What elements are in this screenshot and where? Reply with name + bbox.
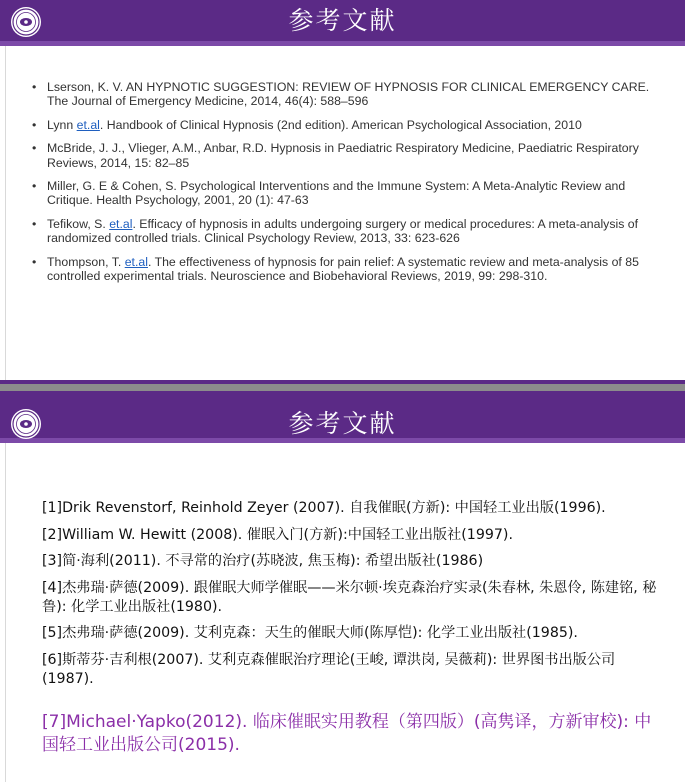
- slide-header: [0, 391, 685, 443]
- slide-references-chinese: [0, 391, 685, 782]
- reference-item: [1]Drik Revenstorf, Reinhold Zeyer (2007). 自我催眠(方新): 中国轻工业出版(1996).: [42, 500, 606, 516]
- highlighted-reference: [7]Michael·Yapko(2012). 临床催眠实用教程（第四版）(高隽译，方新审校): 中国轻工业出版公司(2015).: [42, 711, 652, 755]
- page-title: 参考文献: [288, 6, 397, 35]
- reference-item: • McBride, J. J., Vlieger, A.M., Anbar, R.D. Hypnosis in Paediatric Respiratory Medicine, Paediatric Respiratory Reviews, 2014, 15: 82–85: [32, 141, 639, 170]
- reference-item: [6]斯蒂芬·吉利根(2007). 艾利克森催眠治疗理论(王峻, 谭洪岗, 吴薇莉): 世界图书出版公司(1987).: [42, 651, 616, 687]
- reference-list: [42, 499, 662, 764]
- reference-item: [3]简·海利(2011). 不寻常的治疗(苏晓波, 焦玉梅): 希望出版社(1986): [42, 553, 484, 569]
- etal-link[interactable]: et.al: [124, 254, 148, 269]
- reference-item: • Lynn et.al. Handbook of Clinical Hypnosis (2nd edition). American Psychological Association, 2010: [32, 117, 582, 132]
- slide-references-english: [0, 0, 685, 380]
- page-title: 参考文献: [288, 409, 397, 438]
- left-border: [5, 443, 6, 782]
- slide-gap: [0, 384, 685, 391]
- reference-item: [2]William W. Hewitt (2008). 催眠入门(方新):中国轻工业出版社(1997).: [42, 526, 513, 543]
- left-border: [5, 46, 6, 380]
- reference-item: • Thompson, T. et.al. The effectiveness of hypnosis for pain relief: A systematic review and meta-analysis of 85 controlled experimental trials. Neuroscience and Biobehavioral Reviews, 2019, 99: 298-310.: [32, 254, 639, 284]
- reference-item: [5]杰弗瑞·萨德(2009). 艾利克森：天生的催眠大师(陈厚恺): 化学工业出版社(1985).: [42, 625, 578, 641]
- reference-item: [4]杰弗瑞·萨德(2009). 跟催眠大师学催眠——米尔顿·埃克森治疗实录(朱春林, 朱恩伶, 陈建铭, 秘鲁): 化学工业出版社(1980).: [42, 579, 657, 615]
- reference-item: • Miller, G. E & Cohen, S. Psychological Interventions and the Immune System: A Meta-Analytic Review and Critique. Health Psychology, 2001, 20 (1): 47-63: [32, 179, 626, 208]
- reference-list: [30, 80, 660, 292]
- etal-link[interactable]: et.al: [76, 117, 100, 132]
- etal-link[interactable]: et.al: [109, 216, 133, 231]
- reference-item: • Lserson, K. V. AN HYPNOTIC SUGGESTION: REVIEW OF HYPNOSIS FOR CLINICAL EMERGENCY CARE. The Journal of Emergency Medicine, 2014, 46(4): 588–596: [32, 80, 650, 109]
- reference-item: • Tefikow, S. et.al. Efficacy of hypnosis in adults undergoing surgery or medical procedures: A meta-analysis of randomized controlled trials. Clinical Psychology Review, 2013, 33: 623-626: [32, 216, 639, 246]
- slide-header: [0, 0, 685, 46]
